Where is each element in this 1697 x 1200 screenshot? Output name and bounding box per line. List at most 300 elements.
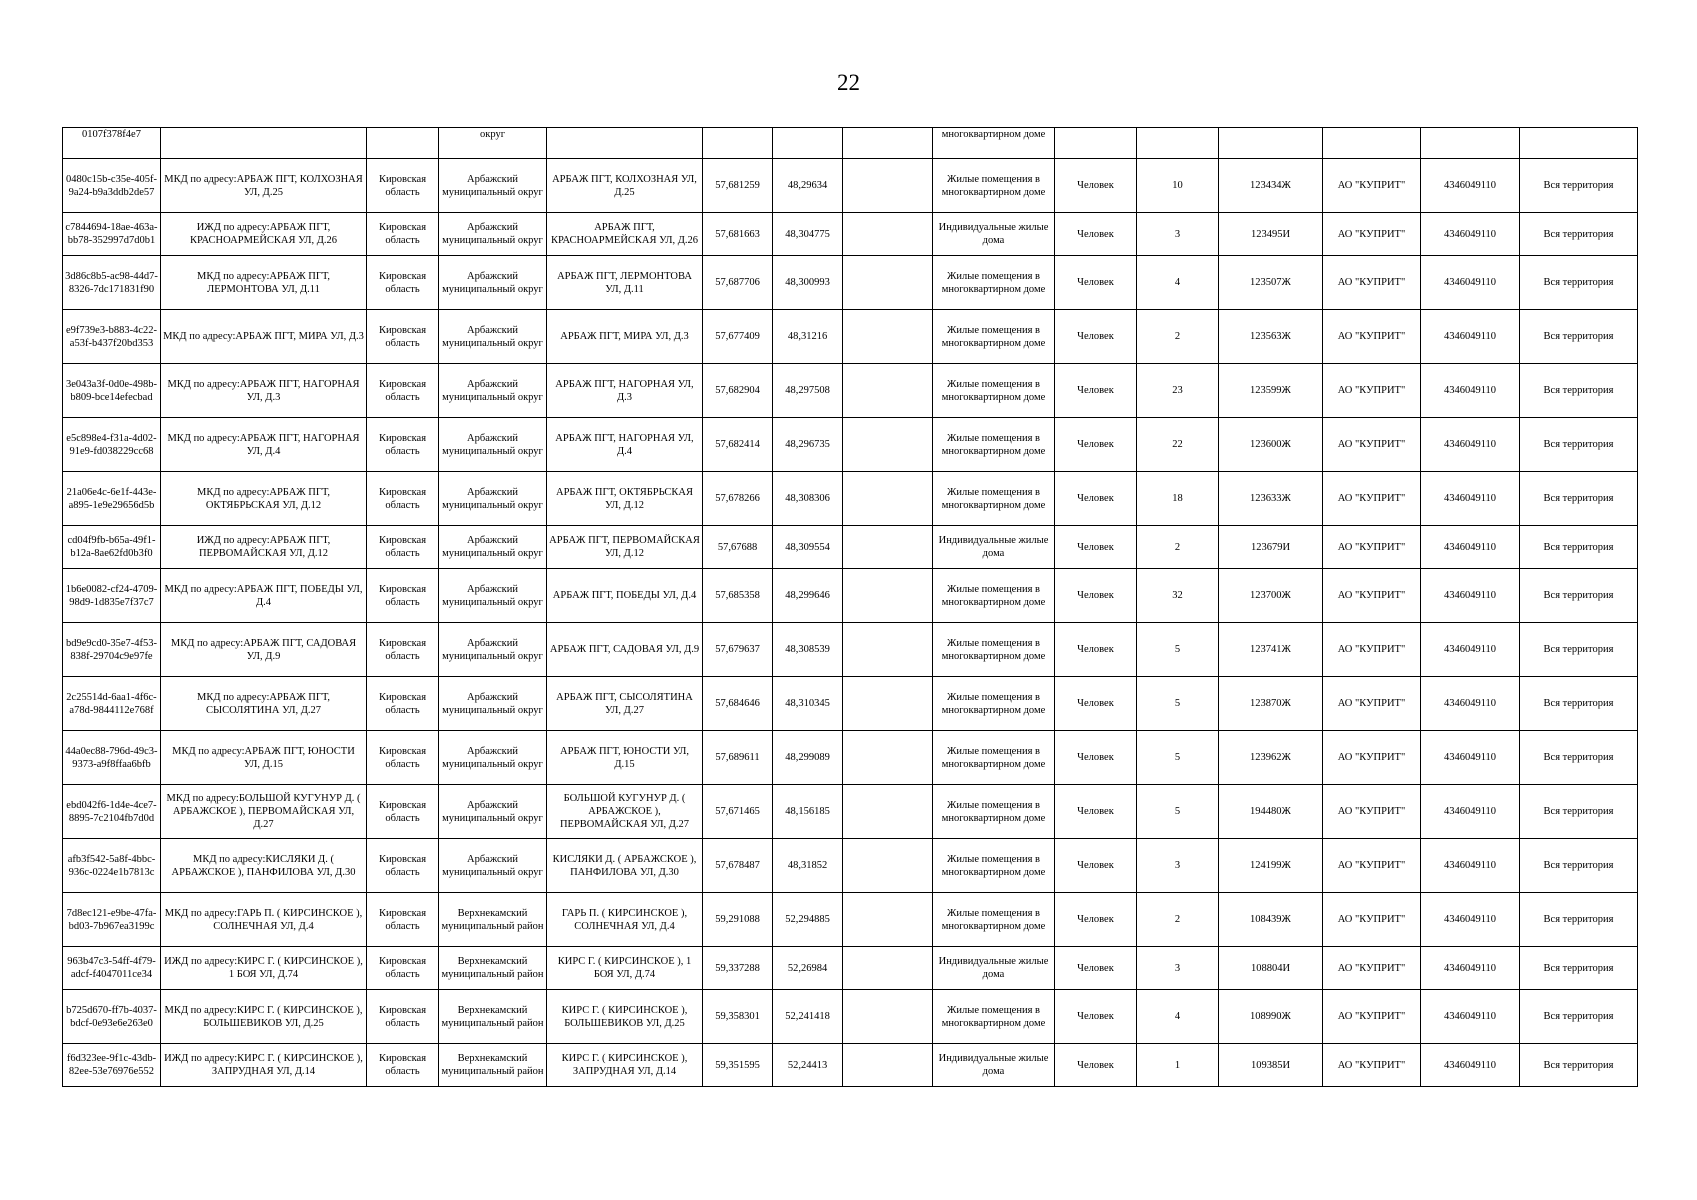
cell-lon: 48,308539 <box>773 623 843 677</box>
cell-unit: Человек <box>1055 990 1137 1044</box>
cell-count: 32 <box>1137 569 1219 623</box>
cell-region: Кировская область <box>367 731 439 785</box>
cell-lat: 57,679637 <box>703 623 773 677</box>
cell-inn: 4346049110 <box>1421 839 1520 893</box>
cell-lat: 57,682414 <box>703 418 773 472</box>
cell-lon: 48,299646 <box>773 569 843 623</box>
cell-address: АРБАЖ ПГТ, ОКТЯБРЬСКАЯ УЛ, Д.12 <box>547 472 703 526</box>
cell-org: АО "КУПРИТ" <box>1323 418 1421 472</box>
cell-lat: 57,681663 <box>703 213 773 256</box>
cell-unit: Человек <box>1055 159 1137 213</box>
cell-territory: Вся территория <box>1520 990 1638 1044</box>
cell-name: ИЖД по адресу:КИРС Г. ( КИРСИНСКОЕ ), 1 БОЯ УЛ, Д.74 <box>161 947 367 990</box>
cell-municipality: Арбажский муниципальный округ <box>439 310 547 364</box>
cell-empty <box>843 159 933 213</box>
cell-address: АРБАЖ ПГТ, САДОВАЯ УЛ, Д.9 <box>547 623 703 677</box>
cell-territory: Вся территория <box>1520 213 1638 256</box>
table-row <box>63 839 1638 893</box>
cell-empty <box>843 785 933 839</box>
cell-inn: 4346049110 <box>1421 990 1520 1044</box>
cell-empty <box>843 990 933 1044</box>
table-row <box>63 623 1638 677</box>
cell-org: АО "КУПРИТ" <box>1323 731 1421 785</box>
cell-id: 1b6e0082-cf24-4709-98d9-1d835e7f37c7 <box>63 569 161 623</box>
cell-lon: 48,297508 <box>773 364 843 418</box>
cell-municipality: округ <box>439 128 547 159</box>
cell-lat: 57,682904 <box>703 364 773 418</box>
cell-address: АРБАЖ ПГТ, КОЛХОЗНАЯ УЛ, Д.25 <box>547 159 703 213</box>
cell-org: АО "КУПРИТ" <box>1323 623 1421 677</box>
cell-address: КИСЛЯКИ Д. ( АРБАЖСКОЕ ), ПАНФИЛОВА УЛ, Д.30 <box>547 839 703 893</box>
cell-inn: 4346049110 <box>1421 731 1520 785</box>
cell-count: 22 <box>1137 418 1219 472</box>
cell-lon: 52,241418 <box>773 990 843 1044</box>
cell-empty <box>843 839 933 893</box>
cell-count: 2 <box>1137 310 1219 364</box>
cell-municipality: Арбажский муниципальный округ <box>439 418 547 472</box>
cell-count: 2 <box>1137 893 1219 947</box>
cell-org: АО "КУПРИТ" <box>1323 990 1421 1044</box>
cell-address: АРБАЖ ПГТ, СЫСОЛЯТИНА УЛ, Д.27 <box>547 677 703 731</box>
cell-empty <box>843 947 933 990</box>
cell-municipality: Арбажский муниципальный округ <box>439 785 547 839</box>
cell-municipality: Верхнекамский муниципальный район <box>439 947 547 990</box>
cell-lat: 59,337288 <box>703 947 773 990</box>
cell-empty <box>843 526 933 569</box>
cell-category: Жилые помещения в многоквартирном доме <box>933 839 1055 893</box>
cell-lat <box>703 128 773 159</box>
cell-category: многоквартирном доме <box>933 128 1055 159</box>
cell-municipality: Арбажский муниципальный округ <box>439 569 547 623</box>
table-row <box>63 731 1638 785</box>
cell-unit: Человек <box>1055 310 1137 364</box>
cell-region: Кировская область <box>367 569 439 623</box>
cell-lat: 57,687706 <box>703 256 773 310</box>
cell-id: bd9e9cd0-35e7-4f53-838f-29704c9e97fe <box>63 623 161 677</box>
cell-address: АРБАЖ ПГТ, ЛЕРМОНТОВА УЛ, Д.11 <box>547 256 703 310</box>
cell-address: АРБАЖ ПГТ, ПОБЕДЫ УЛ, Д.4 <box>547 569 703 623</box>
cell-empty <box>843 472 933 526</box>
cell-count: 1 <box>1137 1044 1219 1087</box>
cell-count: 5 <box>1137 623 1219 677</box>
cell-region: Кировская область <box>367 893 439 947</box>
cell-account: 123679И <box>1219 526 1323 569</box>
cell-municipality: Арбажский муниципальный округ <box>439 159 547 213</box>
cell-account: 108804И <box>1219 947 1323 990</box>
cell-count: 18 <box>1137 472 1219 526</box>
cell-count: 10 <box>1137 159 1219 213</box>
cell-name: МКД по адресу:АРБАЖ ПГТ, ЮНОСТИ УЛ, Д.15 <box>161 731 367 785</box>
cell-territory: Вся территория <box>1520 1044 1638 1087</box>
cell-address: АРБАЖ ПГТ, НАГОРНАЯ УЛ, Д.3 <box>547 364 703 418</box>
cell-territory: Вся территория <box>1520 472 1638 526</box>
cell-address: БОЛЬШОЙ КУГУНУР Д. ( АРБАЖСКОЕ ), ПЕРВОМАЙСКАЯ УЛ, Д.27 <box>547 785 703 839</box>
cell-category: Жилые помещения в многоквартирном доме <box>933 623 1055 677</box>
cell-org: АО "КУПРИТ" <box>1323 364 1421 418</box>
cell-account: 123507Ж <box>1219 256 1323 310</box>
cell-address: АРБАЖ ПГТ, КРАСНОАРМЕЙСКАЯ УЛ, Д.26 <box>547 213 703 256</box>
cell-name: МКД по адресу:АРБАЖ ПГТ, ЛЕРМОНТОВА УЛ, Д.11 <box>161 256 367 310</box>
cell-region: Кировская область <box>367 310 439 364</box>
cell-region: Кировская область <box>367 364 439 418</box>
cell-inn: 4346049110 <box>1421 569 1520 623</box>
cell-unit: Человек <box>1055 418 1137 472</box>
cell-org <box>1323 128 1421 159</box>
cell-name: МКД по адресу:АРБАЖ ПГТ, НАГОРНАЯ УЛ, Д.4 <box>161 418 367 472</box>
cell-category: Жилые помещения в многоквартирном доме <box>933 159 1055 213</box>
cell-org: АО "КУПРИТ" <box>1323 159 1421 213</box>
cell-unit: Человек <box>1055 569 1137 623</box>
cell-territory: Вся территория <box>1520 418 1638 472</box>
cell-empty <box>843 677 933 731</box>
cell-lon: 48,29634 <box>773 159 843 213</box>
cell-region: Кировская область <box>367 256 439 310</box>
cell-name: МКД по адресу:КИСЛЯКИ Д. ( АРБАЖСКОЕ ), ПАНФИЛОВА УЛ, Д.30 <box>161 839 367 893</box>
cell-inn: 4346049110 <box>1421 213 1520 256</box>
cell-id: ebd042f6-1d4e-4ce7-8895-7c2104fb7d0d <box>63 785 161 839</box>
cell-category: Индивидуальные жилые дома <box>933 213 1055 256</box>
cell-account: 123495И <box>1219 213 1323 256</box>
cell-municipality: Арбажский муниципальный округ <box>439 731 547 785</box>
cell-territory: Вся территория <box>1520 310 1638 364</box>
cell-category: Жилые помещения в многоквартирном доме <box>933 893 1055 947</box>
cell-municipality: Арбажский муниципальный округ <box>439 677 547 731</box>
cell-empty <box>843 1044 933 1087</box>
table-row <box>63 990 1638 1044</box>
cell-empty <box>843 256 933 310</box>
table-row <box>63 785 1638 839</box>
cell-lat: 57,677409 <box>703 310 773 364</box>
cell-inn: 4346049110 <box>1421 472 1520 526</box>
cell-region: Кировская область <box>367 1044 439 1087</box>
cell-lat: 59,291088 <box>703 893 773 947</box>
cell-account: 123633Ж <box>1219 472 1323 526</box>
cell-unit: Человек <box>1055 213 1137 256</box>
cell-org: АО "КУПРИТ" <box>1323 569 1421 623</box>
cell-account: 123599Ж <box>1219 364 1323 418</box>
cell-empty <box>843 310 933 364</box>
table-row <box>63 418 1638 472</box>
cell-lon: 48,31216 <box>773 310 843 364</box>
cell-unit: Человек <box>1055 839 1137 893</box>
cell-org: АО "КУПРИТ" <box>1323 677 1421 731</box>
cell-territory: Вся территория <box>1520 569 1638 623</box>
cell-lat: 57,689611 <box>703 731 773 785</box>
cell-region: Кировская область <box>367 526 439 569</box>
cell-account: 194480Ж <box>1219 785 1323 839</box>
cell-region: Кировская область <box>367 990 439 1044</box>
cell-category: Индивидуальные жилые дома <box>933 1044 1055 1087</box>
cell-lat: 57,678266 <box>703 472 773 526</box>
cell-lon: 48,296735 <box>773 418 843 472</box>
cell-municipality: Арбажский муниципальный округ <box>439 256 547 310</box>
cell-count: 5 <box>1137 677 1219 731</box>
cell-org: АО "КУПРИТ" <box>1323 213 1421 256</box>
table-row <box>63 947 1638 990</box>
cell-org: АО "КУПРИТ" <box>1323 310 1421 364</box>
cell-id: 3e043a3f-0d0e-498b-b809-bce14efecbad <box>63 364 161 418</box>
cell-lat: 57,67688 <box>703 526 773 569</box>
cell-unit <box>1055 128 1137 159</box>
cell-account: 124199Ж <box>1219 839 1323 893</box>
cell-org: АО "КУПРИТ" <box>1323 1044 1421 1087</box>
cell-category: Индивидуальные жилые дома <box>933 526 1055 569</box>
cell-id: e9f739e3-b883-4c22-a53f-b437f20bd353 <box>63 310 161 364</box>
cell-inn: 4346049110 <box>1421 159 1520 213</box>
table-row <box>63 213 1638 256</box>
cell-unit: Человек <box>1055 526 1137 569</box>
cell-empty <box>843 213 933 256</box>
cell-municipality: Верхнекамский муниципальный район <box>439 990 547 1044</box>
cell-unit: Человек <box>1055 785 1137 839</box>
cell-name: МКД по адресу:АРБАЖ ПГТ, САДОВАЯ УЛ, Д.9 <box>161 623 367 677</box>
cell-region: Кировская область <box>367 785 439 839</box>
cell-org: АО "КУПРИТ" <box>1323 785 1421 839</box>
cell-id: 0107f378f4e7 <box>63 128 161 159</box>
cell-account: 123600Ж <box>1219 418 1323 472</box>
cell-org: АО "КУПРИТ" <box>1323 947 1421 990</box>
cell-empty <box>843 364 933 418</box>
cell-municipality: Арбажский муниципальный округ <box>439 364 547 418</box>
cell-org: АО "КУПРИТ" <box>1323 839 1421 893</box>
cell-unit: Человек <box>1055 677 1137 731</box>
cell-territory: Вся территория <box>1520 677 1638 731</box>
cell-territory: Вся территория <box>1520 839 1638 893</box>
cell-org: АО "КУПРИТ" <box>1323 472 1421 526</box>
cell-lon: 48,300993 <box>773 256 843 310</box>
table-row <box>63 310 1638 364</box>
cell-empty <box>843 731 933 785</box>
cell-region: Кировская область <box>367 947 439 990</box>
cell-unit: Человек <box>1055 893 1137 947</box>
cell-count: 3 <box>1137 947 1219 990</box>
cell-territory: Вся территория <box>1520 526 1638 569</box>
cell-name: МКД по адресу:КИРС Г. ( КИРСИНСКОЕ ), БОЛЬШЕВИКОВ УЛ, Д.25 <box>161 990 367 1044</box>
cell-inn: 4346049110 <box>1421 893 1520 947</box>
table-row <box>63 472 1638 526</box>
cell-territory: Вся территория <box>1520 731 1638 785</box>
cell-address: АРБАЖ ПГТ, МИРА УЛ, Д.3 <box>547 310 703 364</box>
cell-inn: 4346049110 <box>1421 526 1520 569</box>
cell-category: Жилые помещения в многоквартирном доме <box>933 472 1055 526</box>
cell-unit: Человек <box>1055 256 1137 310</box>
table-row <box>63 677 1638 731</box>
cell-account <box>1219 128 1323 159</box>
cell-territory: Вся территория <box>1520 256 1638 310</box>
cell-address: ГАРЬ П. ( КИРСИНСКОЕ ), СОЛНЕЧНАЯ УЛ, Д.4 <box>547 893 703 947</box>
cell-count: 3 <box>1137 839 1219 893</box>
cell-territory: Вся территория <box>1520 785 1638 839</box>
cell-inn: 4346049110 <box>1421 1044 1520 1087</box>
cell-count: 4 <box>1137 256 1219 310</box>
cell-address: КИРС Г. ( КИРСИНСКОЕ ), БОЛЬШЕВИКОВ УЛ, Д.25 <box>547 990 703 1044</box>
cell-address: КИРС Г. ( КИРСИНСКОЕ ), ЗАПРУДНАЯ УЛ, Д.14 <box>547 1044 703 1087</box>
cell-account: 108990Ж <box>1219 990 1323 1044</box>
cell-id: f6d323ee-9f1c-43db-82ee-53e76976e552 <box>63 1044 161 1087</box>
cell-territory: Вся территория <box>1520 159 1638 213</box>
cell-id: afb3f542-5a8f-4bbc-936c-0224e1b7813c <box>63 839 161 893</box>
cell-org: АО "КУПРИТ" <box>1323 893 1421 947</box>
cell-id: 44a0ec88-796d-49c3-9373-a9f8ffaa6bfb <box>63 731 161 785</box>
cell-category: Жилые помещения в многоквартирном доме <box>933 785 1055 839</box>
cell-name: МКД по адресу:БОЛЬШОЙ КУГУНУР Д. ( АРБАЖСКОЕ ), ПЕРВОМАЙСКАЯ УЛ, Д.27 <box>161 785 367 839</box>
cell-category: Жилые помещения в многоквартирном доме <box>933 256 1055 310</box>
cell-address: АРБАЖ ПГТ, ЮНОСТИ УЛ, Д.15 <box>547 731 703 785</box>
cell-empty <box>843 128 933 159</box>
cell-inn: 4346049110 <box>1421 785 1520 839</box>
cell-municipality: Арбажский муниципальный округ <box>439 623 547 677</box>
cell-territory: Вся территория <box>1520 947 1638 990</box>
cell-address: АРБАЖ ПГТ, ПЕРВОМАЙСКАЯ УЛ, Д.12 <box>547 526 703 569</box>
cell-id: c7844694-18ae-463a-bb78-352997d7d0b1 <box>63 213 161 256</box>
cell-lon: 48,299089 <box>773 731 843 785</box>
cell-lat: 57,685358 <box>703 569 773 623</box>
cell-category: Жилые помещения в многоквартирном доме <box>933 310 1055 364</box>
cell-lon: 52,294885 <box>773 893 843 947</box>
cell-inn: 4346049110 <box>1421 623 1520 677</box>
cell-org: АО "КУПРИТ" <box>1323 256 1421 310</box>
cell-lat: 59,358301 <box>703 990 773 1044</box>
cell-empty <box>843 623 933 677</box>
cell-region: Кировская область <box>367 418 439 472</box>
cell-lat: 57,671465 <box>703 785 773 839</box>
cell-lon: 48,156185 <box>773 785 843 839</box>
cell-name: ИЖД по адресу:АРБАЖ ПГТ, ПЕРВОМАЙСКАЯ УЛ, Д.12 <box>161 526 367 569</box>
cell-lat: 57,684646 <box>703 677 773 731</box>
cell-lat: 57,681259 <box>703 159 773 213</box>
cell-lon: 52,26984 <box>773 947 843 990</box>
cell-unit: Человек <box>1055 731 1137 785</box>
table-row <box>63 1044 1638 1087</box>
cell-count: 23 <box>1137 364 1219 418</box>
cell-unit: Человек <box>1055 1044 1137 1087</box>
cell-inn <box>1421 128 1520 159</box>
cell-id: 0480c15b-c35e-405f-9a24-b9a3ddb2de57 <box>63 159 161 213</box>
cell-inn: 4346049110 <box>1421 418 1520 472</box>
cell-id: e5c898e4-f31a-4d02-91e9-fd038229cc68 <box>63 418 161 472</box>
cell-account: 108439Ж <box>1219 893 1323 947</box>
cell-name: ИЖД по адресу:КИРС Г. ( КИРСИНСКОЕ ), ЗАПРУДНАЯ УЛ, Д.14 <box>161 1044 367 1087</box>
cell-municipality: Арбажский муниципальный округ <box>439 526 547 569</box>
cell-address <box>547 128 703 159</box>
cell-territory: Вся территория <box>1520 893 1638 947</box>
cell-region: Кировская область <box>367 213 439 256</box>
cell-inn: 4346049110 <box>1421 364 1520 418</box>
cell-category: Индивидуальные жилые дома <box>933 947 1055 990</box>
table-row <box>63 128 1638 159</box>
cell-org: АО "КУПРИТ" <box>1323 526 1421 569</box>
cell-address: КИРС Г. ( КИРСИНСКОЕ ), 1 БОЯ УЛ, Д.74 <box>547 947 703 990</box>
cell-municipality: Арбажский муниципальный округ <box>439 839 547 893</box>
registry-table <box>62 127 1638 1087</box>
table-row <box>63 569 1638 623</box>
cell-unit: Человек <box>1055 364 1137 418</box>
cell-unit: Человек <box>1055 947 1137 990</box>
cell-region: Кировская область <box>367 623 439 677</box>
table-row <box>63 526 1638 569</box>
cell-address: АРБАЖ ПГТ, НАГОРНАЯ УЛ, Д.4 <box>547 418 703 472</box>
cell-category: Жилые помещения в многоквартирном доме <box>933 990 1055 1044</box>
table-row <box>63 364 1638 418</box>
cell-id: 2c25514d-6aa1-4f6c-a78d-9844112e768f <box>63 677 161 731</box>
cell-inn: 4346049110 <box>1421 677 1520 731</box>
cell-id: 963b47c3-54ff-4f79-adcf-f4047011ce34 <box>63 947 161 990</box>
cell-id: 7d8ec121-e9be-47fa-bd03-7b967ea3199c <box>63 893 161 947</box>
cell-lon: 52,24413 <box>773 1044 843 1087</box>
cell-account: 109385И <box>1219 1044 1323 1087</box>
cell-id: b725d670-ff7b-4037-bdcf-0e93e6e263e0 <box>63 990 161 1044</box>
cell-territory: Вся территория <box>1520 364 1638 418</box>
table-row <box>63 159 1638 213</box>
cell-count: 3 <box>1137 213 1219 256</box>
cell-category: Жилые помещения в многоквартирном доме <box>933 418 1055 472</box>
cell-unit: Человек <box>1055 472 1137 526</box>
cell-lon: 48,309554 <box>773 526 843 569</box>
registry-table-body <box>63 128 1638 1087</box>
cell-id: 21a06e4c-6e1f-443e-a895-1e9e29656d5b <box>63 472 161 526</box>
cell-lat: 57,678487 <box>703 839 773 893</box>
cell-municipality: Верхнекамский муниципальный район <box>439 893 547 947</box>
cell-account: 123741Ж <box>1219 623 1323 677</box>
cell-inn: 4346049110 <box>1421 310 1520 364</box>
cell-account: 123563Ж <box>1219 310 1323 364</box>
cell-lon <box>773 128 843 159</box>
cell-empty <box>843 418 933 472</box>
cell-account: 123870Ж <box>1219 677 1323 731</box>
cell-region: Кировская область <box>367 159 439 213</box>
cell-region: Кировская область <box>367 472 439 526</box>
cell-region: Кировская область <box>367 839 439 893</box>
cell-account: 123962Ж <box>1219 731 1323 785</box>
table-row <box>63 256 1638 310</box>
cell-lon: 48,310345 <box>773 677 843 731</box>
cell-inn: 4346049110 <box>1421 947 1520 990</box>
table-row <box>63 893 1638 947</box>
cell-name: ИЖД по адресу:АРБАЖ ПГТ, КРАСНОАРМЕЙСКАЯ УЛ, Д.26 <box>161 213 367 256</box>
cell-name: МКД по адресу:АРБАЖ ПГТ, КОЛХОЗНАЯ УЛ, Д.25 <box>161 159 367 213</box>
cell-count: 5 <box>1137 731 1219 785</box>
cell-municipality: Арбажский муниципальный округ <box>439 213 547 256</box>
cell-empty <box>843 569 933 623</box>
cell-count: 2 <box>1137 526 1219 569</box>
cell-name: МКД по адресу:АРБАЖ ПГТ, ПОБЕДЫ УЛ, Д.4 <box>161 569 367 623</box>
cell-lat: 59,351595 <box>703 1044 773 1087</box>
cell-id: 3d86c8b5-ac98-44d7-8326-7dc171831f90 <box>63 256 161 310</box>
cell-category: Жилые помещения в многоквартирном доме <box>933 364 1055 418</box>
cell-municipality: Арбажский муниципальный округ <box>439 472 547 526</box>
cell-id: cd04f9fb-b65a-49f1-b12a-8ae62fd0b3f0 <box>63 526 161 569</box>
cell-account: 123434Ж <box>1219 159 1323 213</box>
cell-count: 5 <box>1137 785 1219 839</box>
cell-lon: 48,31852 <box>773 839 843 893</box>
cell-name: МКД по адресу:АРБАЖ ПГТ, НАГОРНАЯ УЛ, Д.3 <box>161 364 367 418</box>
cell-category: Жилые помещения в многоквартирном доме <box>933 569 1055 623</box>
cell-territory: Вся территория <box>1520 623 1638 677</box>
cell-lon: 48,308306 <box>773 472 843 526</box>
cell-municipality: Верхнекамский муниципальный район <box>439 1044 547 1087</box>
cell-name: МКД по адресу:ГАРЬ П. ( КИРСИНСКОЕ ), СОЛНЕЧНАЯ УЛ, Д.4 <box>161 893 367 947</box>
cell-count: 4 <box>1137 990 1219 1044</box>
cell-name: МКД по адресу:АРБАЖ ПГТ, ОКТЯБРЬСКАЯ УЛ, Д.12 <box>161 472 367 526</box>
page-number: 22 <box>837 70 860 95</box>
cell-category: Жилые помещения в многоквартирном доме <box>933 731 1055 785</box>
cell-name: МКД по адресу:АРБАЖ ПГТ, МИРА УЛ, Д.3 <box>161 310 367 364</box>
cell-lon: 48,304775 <box>773 213 843 256</box>
cell-region <box>367 128 439 159</box>
cell-category: Жилые помещения в многоквартирном доме <box>933 677 1055 731</box>
cell-empty <box>843 893 933 947</box>
cell-inn: 4346049110 <box>1421 256 1520 310</box>
